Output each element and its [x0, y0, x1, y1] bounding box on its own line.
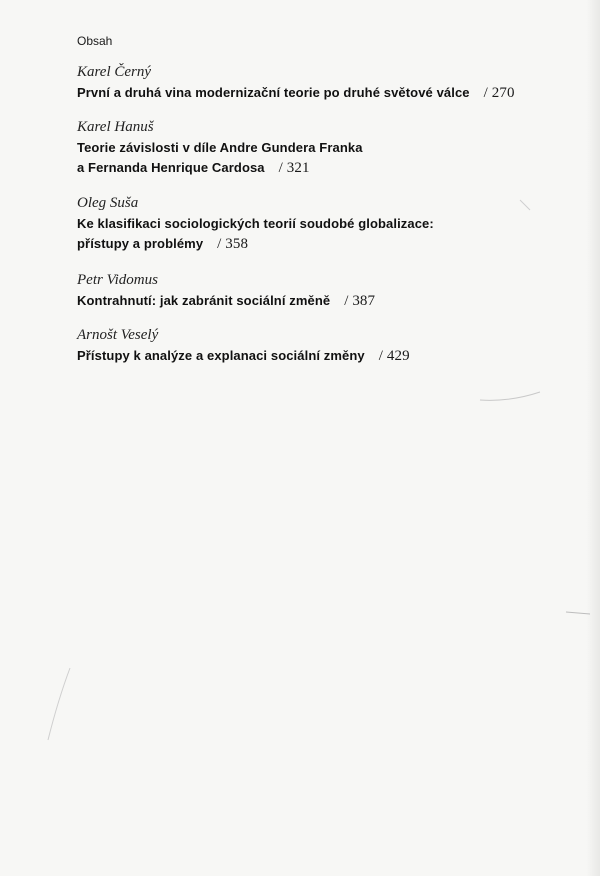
entry-title-line: Kontrahnutí: jak zabránit sociální změně / 387 [77, 293, 376, 309]
scan-mark [48, 668, 70, 740]
entry-title-line: První a druhá vina modernizační teorie po druhé světové válce / 270 [77, 85, 515, 101]
entry-author: Petr Vidomus [77, 272, 158, 288]
entry-author: Oleg Suša [77, 195, 139, 211]
entry-title-line: přístupy a problémy / 358 [77, 236, 249, 252]
entry-title-line: Přístupy k analýze a explanaci sociální změny / 429 [77, 348, 410, 364]
entry-page-number: / 358 [217, 236, 249, 252]
entry-author: Arnošt Veselý [77, 327, 159, 343]
entry-author: Karel Černý [77, 64, 152, 80]
entry-title-line: a Fernanda Henrique Cardosa / 321 [77, 160, 310, 176]
page-header: Obsah [77, 34, 113, 48]
entry-page-number: / 429 [378, 348, 410, 364]
entry-page-number: / 321 [278, 160, 310, 176]
scan-mark [520, 200, 530, 210]
entry-page-number: / 270 [483, 85, 515, 101]
scan-mark [480, 392, 540, 400]
entry-title-line: Teorie závislosti v díle Andre Gundera Franka [77, 140, 363, 155]
entry-title-line: Ke klasifikaci sociologických teorií soudobé globalizace: [77, 216, 434, 231]
entry-page-number: / 387 [344, 293, 376, 309]
entry-author: Karel Hanuš [77, 119, 154, 135]
page-edge-shadow [586, 0, 600, 876]
